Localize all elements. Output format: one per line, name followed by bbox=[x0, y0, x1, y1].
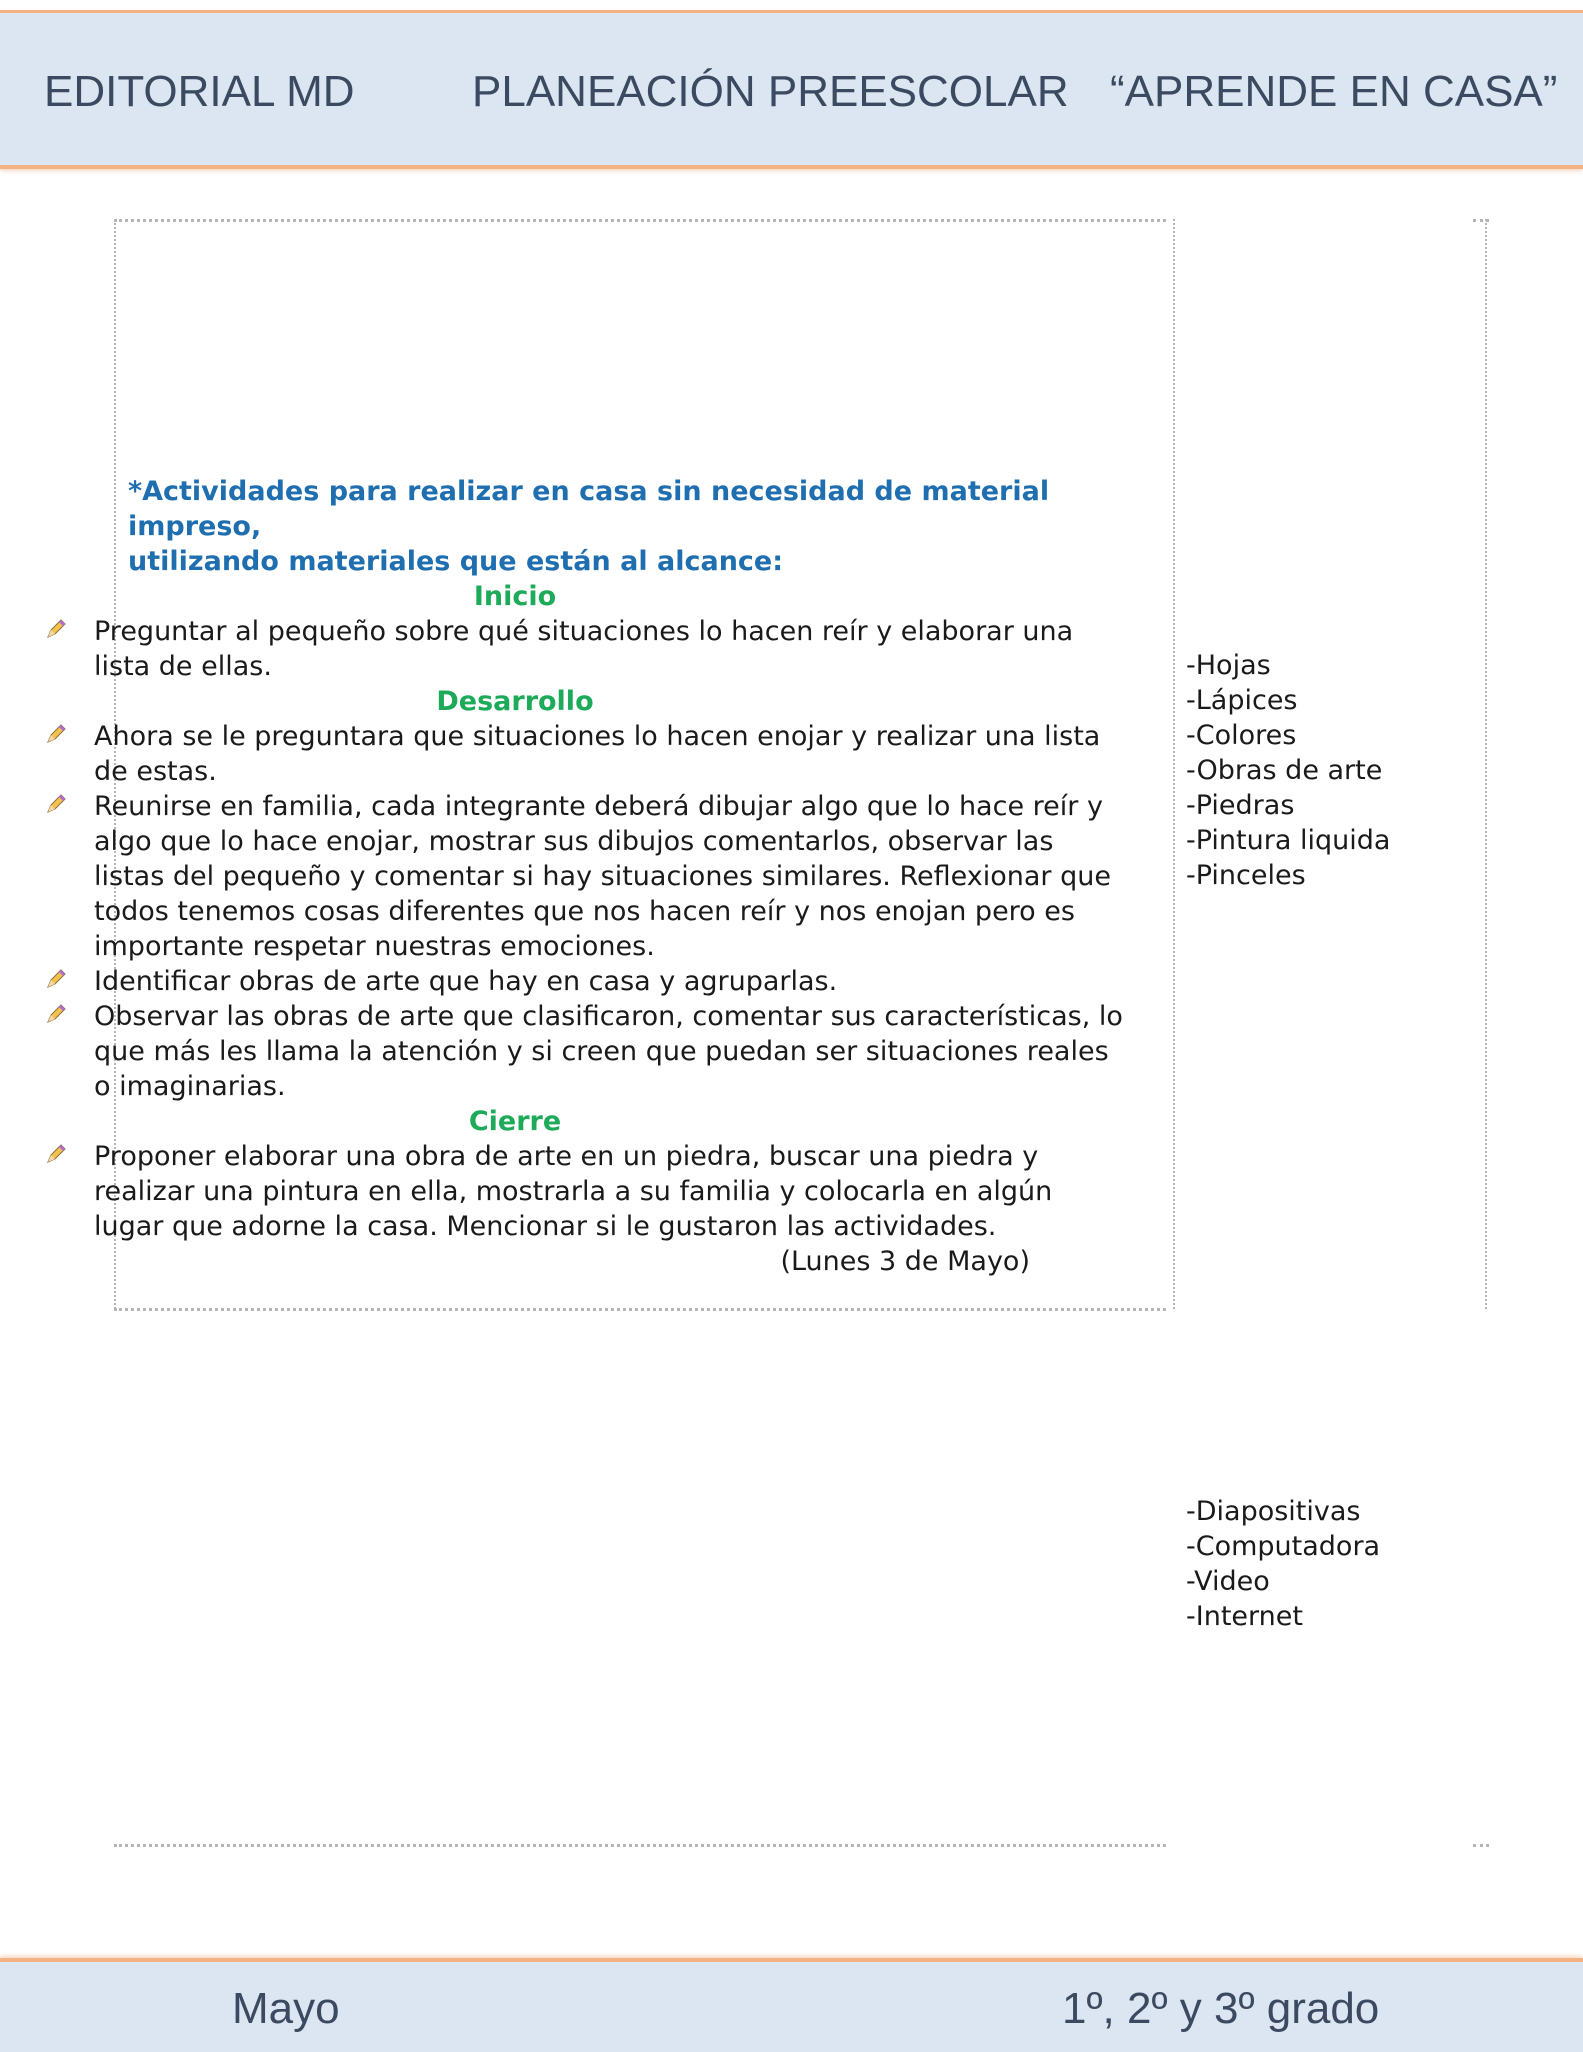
cell-border-middle bbox=[114, 1308, 1166, 1311]
material-item: -Diapositivas bbox=[1186, 1496, 1361, 1527]
list-item bbox=[0, 614, 1128, 684]
cell-border-divider bbox=[1173, 219, 1175, 1309]
list-item-text: Identificar obras de arte que hay en casa y agruparlas. bbox=[94, 966, 838, 997]
pencil-icon bbox=[45, 618, 67, 640]
activities-content bbox=[94, 474, 1128, 1279]
list-item-text: Reunirse en familia, cada integrante deberá dibujar algo que lo hace reír y algo que lo hace enojar, mostrar sus dibujos comentarlos, observar las listas del pequeño y comentar si hay situaciones similares. Reflexionar que todos tenemos cosas diferentes que nos hacen reír y nos enojan pero es importante respetar nuestras emociones. bbox=[94, 791, 1111, 962]
pencil-icon bbox=[45, 1143, 67, 1165]
page-header bbox=[0, 10, 1583, 169]
material-item: -Pinceles bbox=[1186, 860, 1306, 891]
desarrollo-list bbox=[0, 719, 1128, 1104]
activity-date: (Lunes 3 de Mayo) bbox=[780, 1246, 1030, 1277]
list-item bbox=[0, 719, 1128, 789]
list-item-text: Proponer elaborar una obra de arte en un piedra, buscar una piedra y realizar una pintura en ella, mostrarla a su familia y colocarla en algún lugar que adorne la casa. Mencionar si le gustaron las actividades. bbox=[94, 1141, 1053, 1242]
section-title-desarrollo: Desarrollo bbox=[436, 686, 594, 717]
document-title: PLANEACIÓN PREESCOLAR bbox=[472, 67, 1069, 116]
section-title-inicio: Inicio bbox=[473, 581, 557, 612]
pencil-icon bbox=[45, 723, 67, 745]
list-item bbox=[0, 964, 1128, 999]
material-item: -Obras de arte bbox=[1186, 755, 1383, 786]
list-item-text: Observar las obras de arte que clasificaron, comentar sus características, lo que más les llama la atención y si creen que puedan ser situaciones reales o imaginarias. bbox=[94, 1001, 1123, 1102]
material-item: -Computadora bbox=[1186, 1531, 1381, 1562]
cell-border-bottom bbox=[114, 1844, 1166, 1847]
cell-border-right-top bbox=[1473, 219, 1489, 222]
pencil-icon bbox=[45, 968, 67, 990]
section-title-cierre: Cierre bbox=[468, 1106, 562, 1137]
intro-line: utilizando materiales que están al alcance: bbox=[128, 546, 784, 577]
intro-line: *Actividades para realizar en casa sin necesidad de material impreso, bbox=[128, 476, 1050, 542]
inicio-list bbox=[0, 614, 1128, 684]
publisher-name: EDITORIAL MD bbox=[44, 67, 355, 116]
pencil-icon bbox=[45, 793, 67, 815]
material-item: -Pintura liquida bbox=[1186, 825, 1391, 856]
intro-text bbox=[128, 474, 1128, 579]
cell-border-right bbox=[1485, 219, 1487, 1309]
material-item: -Lápices bbox=[1186, 685, 1298, 716]
list-item-text: Preguntar al pequeño sobre qué situaciones lo hacen reír y elaborar una lista de ellas. bbox=[94, 616, 1074, 682]
list-item bbox=[0, 789, 1128, 964]
material-item: -Hojas bbox=[1186, 650, 1271, 681]
material-item: -Colores bbox=[1186, 720, 1297, 751]
list-item bbox=[0, 999, 1128, 1104]
cell-border-top bbox=[114, 219, 1166, 222]
list-item-text: Ahora se le preguntara que situaciones lo hacen enojar y realizar una lista de estas. bbox=[94, 721, 1101, 787]
materials-list-activities bbox=[1186, 648, 1390, 893]
program-name: “APRENDE EN CASA” bbox=[1110, 67, 1558, 116]
material-item: -Piedras bbox=[1186, 790, 1295, 821]
pencil-icon bbox=[45, 1003, 67, 1025]
list-item bbox=[0, 1139, 1128, 1244]
page-footer bbox=[0, 1958, 1583, 2052]
cell-border-right-bottom bbox=[1473, 1844, 1489, 1847]
materials-list-digital bbox=[1186, 1494, 1380, 1634]
cierre-list bbox=[0, 1139, 1128, 1244]
footer-grades: 1º, 2º y 3º grado bbox=[1062, 1984, 1380, 2033]
footer-month: Mayo bbox=[232, 1984, 340, 2033]
material-item: -Video bbox=[1186, 1566, 1270, 1597]
material-item: -Internet bbox=[1186, 1601, 1303, 1632]
